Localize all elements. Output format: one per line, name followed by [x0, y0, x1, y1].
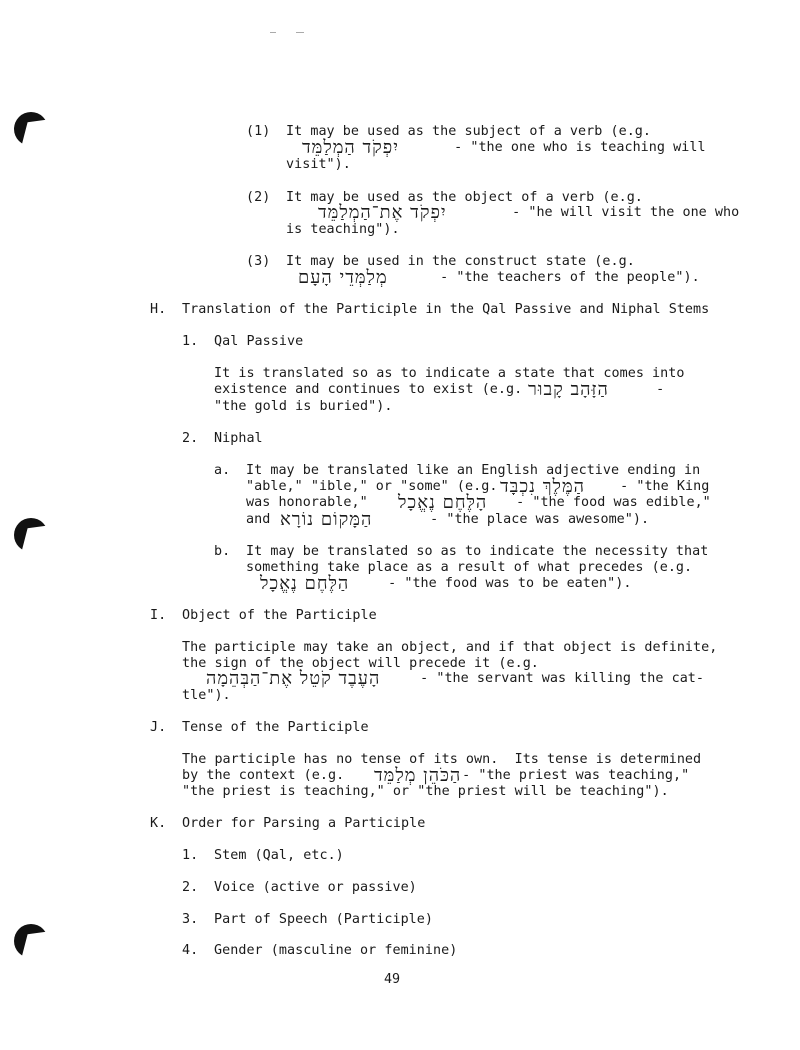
- subsection-number: 1.: [182, 334, 199, 349]
- list-item-number: 1.: [182, 848, 199, 863]
- section-letter: H.: [150, 302, 167, 317]
- body-text: and: [246, 512, 271, 527]
- subsection-title: Niphal: [214, 431, 263, 446]
- page-number: 49: [384, 972, 401, 987]
- body-text: - "the food was edible,": [508, 495, 711, 510]
- section-letter: J.: [150, 720, 167, 735]
- use-item-text: It may be used in the construct state (e.g.: [286, 254, 635, 269]
- body-text: "the gold is buried").: [214, 399, 393, 414]
- use-item-gloss: - "he will visit the one who: [504, 205, 740, 220]
- hebrew-example: הָעֶבֶד קֹטֵל אֶת־הַבְּהֵמָה: [206, 668, 381, 689]
- body-text: tle").: [182, 688, 231, 703]
- section-title: Tense of the Participle: [182, 720, 369, 735]
- body-text: It may be translated like an English adjective ending in: [246, 463, 701, 478]
- body-text: It may be translated so as to indicate the necessity that: [246, 544, 709, 559]
- use-item-gloss: - "the teachers of the people").: [432, 270, 700, 285]
- item-letter: b.: [214, 544, 231, 559]
- section-letter: K.: [150, 816, 167, 831]
- list-item-number: 4.: [182, 943, 199, 958]
- use-item-text: It may be used as the subject of a verb (e.g.: [286, 124, 652, 139]
- use-item-number: (3): [246, 254, 271, 269]
- use-item-gloss: - "the one who is teaching will: [446, 140, 706, 155]
- body-text: "the priest is teaching," or "the priest will be teaching").: [182, 784, 669, 799]
- section-title: Translation of the Participle in the Qal Passive and Niphal Stems: [182, 302, 710, 317]
- use-item-number: (1): [246, 124, 271, 139]
- body-text: -: [648, 382, 665, 397]
- body-text: the sign of the object will precede it (e.g.: [182, 656, 539, 671]
- body-text: It is translated so as to indicate a state that comes into: [214, 366, 685, 381]
- body-text: The participle has no tense of its own. Its tense is determined: [182, 752, 702, 767]
- hebrew-example: הַזָּהָב קָבוּר: [528, 379, 609, 400]
- body-text: - "the food was to be eaten").: [380, 576, 632, 591]
- hebrew-example: הַמֶּלֶךְ נִכְבָּד: [500, 476, 585, 497]
- list-item: Voice (active or passive): [214, 880, 417, 895]
- section-title: Order for Parsing a Participle: [182, 816, 426, 831]
- body-text: - "the priest was teaching,": [454, 768, 690, 783]
- use-item-text: It may be used as the object of a verb (e.g.: [286, 190, 643, 205]
- section-title: Object of the Participle: [182, 608, 377, 623]
- body-text: was honorable,": [246, 495, 368, 510]
- hebrew-example: מְלַמְּדֵי הָעָם: [298, 267, 388, 288]
- item-letter: a.: [214, 463, 231, 478]
- subsection-number: 2.: [182, 431, 199, 446]
- section-letter: I.: [150, 608, 167, 623]
- list-item: Gender (masculine or feminine): [214, 943, 458, 958]
- hebrew-example: יִפְקֹד אֶת־הַמְלַמֵּד: [318, 202, 447, 223]
- list-item-number: 2.: [182, 880, 199, 895]
- binder-hole: [14, 112, 48, 146]
- list-item: Stem (Qal, etc.): [214, 848, 344, 863]
- body-text: by the context (e.g.: [182, 768, 345, 783]
- body-text: - "the King: [612, 479, 710, 494]
- body-text: something take place as a result of what precedes (e.g.: [246, 560, 693, 575]
- hebrew-example: הַלֶּחֶם נֶאֱכָל: [260, 573, 350, 594]
- hebrew-example: יִפְקֹד הַמְלַמֵּד: [302, 137, 399, 158]
- use-item-number: (2): [246, 190, 271, 205]
- body-text: The participle may take an object, and if that object is definite,: [182, 640, 718, 655]
- scan-mark: [296, 32, 304, 33]
- list-item-number: 3.: [182, 912, 199, 927]
- use-item-text: visit").: [286, 157, 351, 172]
- scan-mark: [270, 32, 276, 33]
- body-text: - "the servant was killing the cat-: [412, 671, 705, 686]
- binder-hole: [14, 924, 48, 958]
- body-text: existence and continues to exist (e.g.: [214, 382, 523, 397]
- subsection-title: Qal Passive: [214, 334, 304, 349]
- hebrew-example: הָלֶּחֶם נֶאֱכָל: [398, 492, 488, 513]
- list-item: Part of Speech (Participle): [214, 912, 434, 927]
- use-item-text: is teaching").: [286, 222, 400, 237]
- body-text: - "the place was awesome").: [422, 512, 650, 527]
- body-text: "able," "ible," or "some" (e.g.: [246, 479, 498, 494]
- hebrew-example: הַמָּקוֹם נוֹרָא: [280, 509, 373, 530]
- binder-hole: [14, 518, 48, 552]
- hebrew-example: הַכֹּהֵן מְלַמֵּד: [374, 765, 462, 786]
